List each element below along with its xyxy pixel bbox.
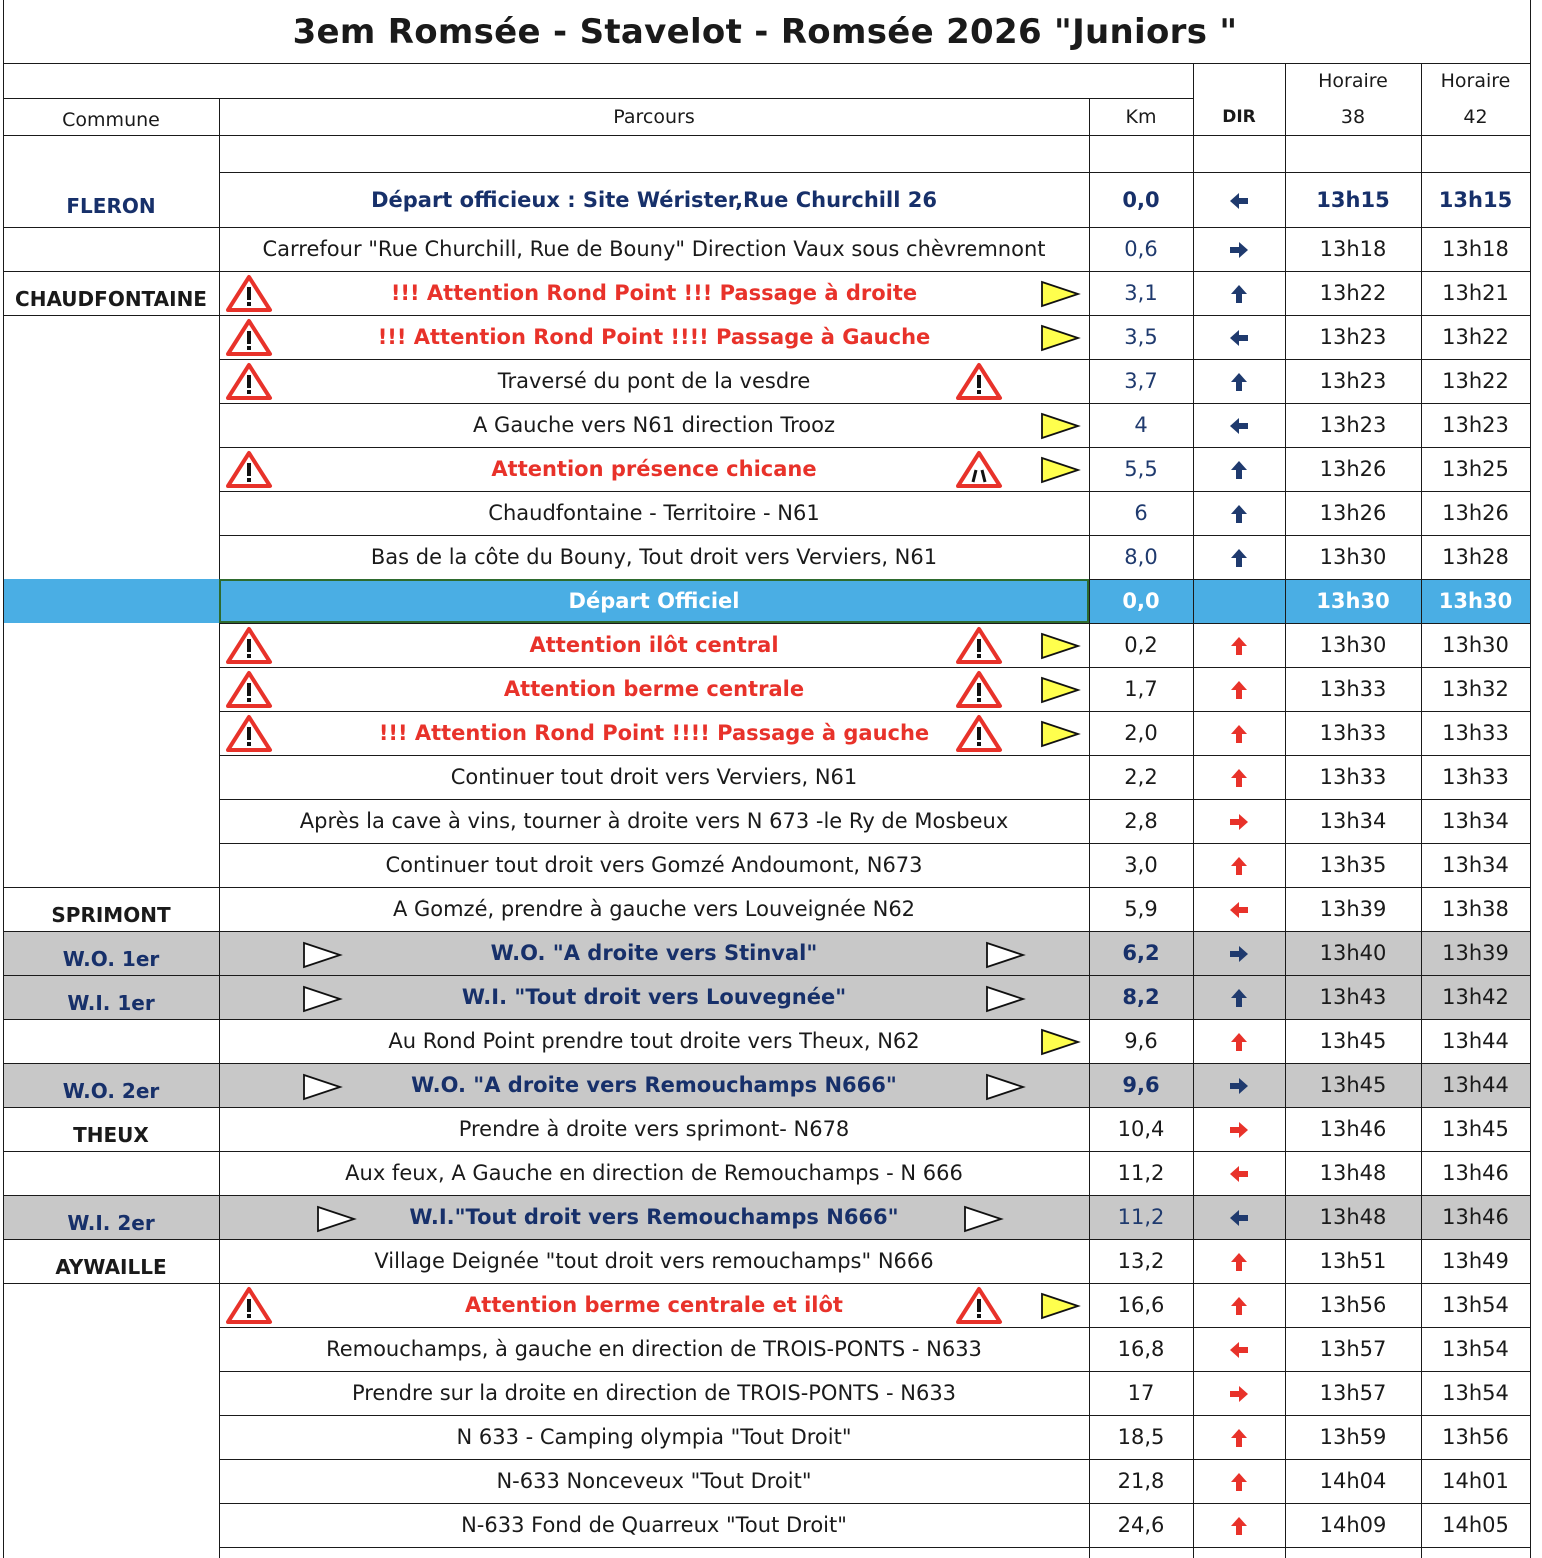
route-instruction: Attention présence chicane [491, 457, 817, 481]
km-value: 0,6 [1124, 237, 1158, 261]
time-horaire-38: 13h51 [1319, 1249, 1387, 1273]
warning-triangle-icon [225, 1285, 273, 1325]
commune-label: THEUX [73, 1123, 149, 1147]
arrow-right-icon [1228, 1075, 1250, 1097]
arrow-left-icon [1228, 899, 1250, 921]
arrow-left-icon [1228, 1163, 1250, 1185]
route-instruction: W.O. "A droite vers Remouchamps N666" [411, 1073, 897, 1097]
time-horaire-42: 13h54 [1442, 1293, 1509, 1317]
arrow-up-icon [1228, 635, 1250, 657]
column-header-commune: Commune [62, 108, 160, 131]
sheet-title: 3em Romsée - Stavelot - Romsée 2026 "Juniors " [292, 11, 1238, 52]
route-instruction: !!! Attention Rond Point !!! Passage à droite [390, 281, 918, 305]
km-value: 16,6 [1117, 1293, 1165, 1317]
route-instruction: Remouchamps, à gauche en direction de TROIS-PONTS - N633 [326, 1337, 982, 1361]
route-instruction: Au Rond Point prendre tout droite vers Theux, N62 [388, 1029, 920, 1053]
arrow-up-icon [1228, 767, 1250, 789]
route-instruction: A Gauche vers N61 direction Trooz [473, 413, 835, 437]
grid-line [3, 0, 4, 1558]
route-instruction: A Gomzé, prendre à gauche vers Louveignée N62 [392, 897, 916, 921]
route-instruction: Traversé du pont de la vesdre [497, 369, 811, 393]
column-header-horaire-42-value: 42 [1463, 105, 1488, 128]
time-horaire-42: 13h22 [1442, 369, 1509, 393]
time-horaire-38: 13h43 [1319, 985, 1387, 1009]
km-value: 0,0 [1122, 187, 1160, 212]
commune-label: W.O. 2er [62, 1079, 160, 1103]
arrow-right-icon [1228, 943, 1250, 965]
zone-flag-right-icon [984, 984, 1026, 1014]
zone-flag-left-icon [301, 1072, 343, 1102]
column-header-dir: DIR [1222, 106, 1256, 127]
time-horaire-42: 13h46 [1442, 1205, 1509, 1229]
time-horaire-42: 14h05 [1442, 1513, 1509, 1537]
commune-label: CHAUDFONTAINE [15, 287, 207, 311]
column-header-horaire-38-label: Horaire [1318, 69, 1388, 92]
time-horaire-42: 13h49 [1442, 1249, 1509, 1273]
commune-label: W.I. 1er [67, 991, 155, 1015]
route-instruction: Continuer tout droit vers Verviers, N61 [450, 765, 858, 789]
km-value: 13,2 [1117, 1249, 1165, 1273]
arrow-up-icon [1228, 1031, 1250, 1053]
time-horaire-42: 13h32 [1442, 677, 1509, 701]
time-horaire-42: 14h01 [1442, 1469, 1509, 1493]
time-horaire-42: 13h54 [1442, 1381, 1509, 1405]
warning-triangle-icon [225, 625, 273, 665]
time-horaire-42: 13h44 [1442, 1073, 1509, 1097]
km-value: 9,6 [1124, 1029, 1158, 1053]
arrow-left-icon [1228, 1207, 1250, 1229]
column-header-horaire-38-value: 38 [1340, 105, 1366, 128]
km-value: 5,9 [1124, 897, 1158, 921]
arrow-up-icon [1228, 1471, 1250, 1493]
arrow-up-icon [1228, 987, 1250, 1009]
zone-flag-right-icon [984, 940, 1026, 970]
km-value: 18,5 [1117, 1425, 1165, 1449]
caution-flag-icon [1039, 279, 1081, 309]
time-horaire-38: 13h23 [1319, 413, 1387, 437]
arrow-up-icon [1228, 1515, 1250, 1537]
time-horaire-38: 13h33 [1319, 677, 1387, 701]
route-instruction: Départ Officiel [568, 589, 740, 613]
arrow-up-icon [1228, 1295, 1250, 1317]
km-value: 2,0 [1124, 721, 1158, 745]
km-value: 2,2 [1124, 765, 1158, 789]
warning-triangle-icon [225, 449, 273, 489]
route-instruction: N-633 Fond de Quarreux "Tout Droit" [461, 1513, 847, 1537]
route-instruction: N-633 Nonceveux "Tout Droit" [496, 1469, 812, 1493]
km-value: 6 [1134, 501, 1148, 525]
commune-label: W.I. 2er [67, 1211, 155, 1235]
arrow-up-icon [1228, 1427, 1250, 1449]
arrow-up-icon [1228, 283, 1250, 305]
route-instruction: Aux feux, A Gauche en direction de Remouchamps - N 666 [345, 1161, 963, 1185]
caution-flag-icon [1039, 455, 1081, 485]
time-horaire-42: 13h30 [1442, 633, 1509, 657]
route-instruction: Prendre sur la droite en direction de TROIS-PONTS - N633 [351, 1381, 957, 1405]
warning-triangle-icon [225, 713, 273, 753]
time-horaire-38: 14h09 [1319, 1513, 1387, 1537]
time-horaire-42: 13h28 [1442, 545, 1509, 569]
time-horaire-38: 13h46 [1319, 1117, 1387, 1141]
grid-line [1530, 0, 1531, 1558]
km-value: 4 [1134, 413, 1148, 437]
time-horaire-42: 13h30 [1438, 589, 1513, 613]
time-horaire-38: 13h59 [1319, 1425, 1387, 1449]
warning-triangle-icon [955, 713, 1003, 753]
km-value: 16,8 [1117, 1337, 1165, 1361]
arrow-right-icon [1228, 239, 1250, 261]
commune-label: AYWAILLE [55, 1255, 167, 1279]
arrow-left-icon [1228, 190, 1250, 212]
time-horaire-38: 13h57 [1319, 1337, 1387, 1361]
route-instruction: Départ officieux : Site Wérister,Rue Churchill 26 [371, 187, 937, 212]
time-horaire-38: 13h30 [1316, 589, 1390, 613]
km-value: 3,0 [1124, 853, 1158, 877]
grid-line [219, 1547, 1530, 1548]
time-horaire-38: 13h18 [1319, 237, 1387, 261]
arrow-up-icon [1228, 547, 1250, 569]
warning-triangle-icon [225, 669, 273, 709]
commune-label: SPRIMONT [51, 903, 171, 927]
grid-line [1193, 63, 1194, 1558]
time-horaire-42: 13h54 [1442, 1337, 1509, 1361]
km-value: 1,7 [1124, 677, 1158, 701]
arrow-up-icon [1228, 679, 1250, 701]
time-horaire-38: 13h40 [1319, 941, 1387, 965]
time-horaire-38: 13h33 [1319, 721, 1387, 745]
time-horaire-38: 13h34 [1319, 809, 1387, 833]
arrow-up-icon [1228, 723, 1250, 745]
km-value: 5,5 [1124, 457, 1158, 481]
route-instruction: !!! Attention Rond Point !!!! Passage à Gauche [377, 325, 931, 349]
route-instruction: Prendre à droite vers sprimont- N678 [458, 1117, 850, 1141]
warning-triangle-icon [955, 1285, 1003, 1325]
caution-flag-icon [1039, 631, 1081, 661]
warning-triangle-icon [955, 361, 1003, 401]
route-instruction: N 633 - Camping olympia "Tout Droit" [456, 1425, 852, 1449]
arrow-up-icon [1228, 1251, 1250, 1273]
time-horaire-42: 13h21 [1442, 281, 1509, 305]
time-horaire-42: 13h45 [1442, 1117, 1509, 1141]
time-horaire-42: 13h25 [1442, 457, 1509, 481]
km-value: 3,7 [1124, 369, 1158, 393]
km-value: 0,2 [1124, 633, 1158, 657]
km-value: 8,2 [1122, 985, 1160, 1009]
time-horaire-38: 14h04 [1319, 1469, 1387, 1493]
time-horaire-38: 13h56 [1319, 1293, 1387, 1317]
route-instruction: Attention ilôt central [529, 633, 779, 657]
arrow-left-icon [1228, 415, 1250, 437]
km-value: 17 [1127, 1381, 1155, 1405]
warning-triangle-icon [225, 273, 273, 313]
km-value: 8,0 [1124, 545, 1158, 569]
time-horaire-42: 13h46 [1442, 1161, 1509, 1185]
time-horaire-42: 13h23 [1442, 413, 1509, 437]
time-horaire-38: 13h22 [1319, 281, 1387, 305]
time-horaire-42: 13h44 [1442, 1029, 1509, 1053]
time-horaire-38: 13h26 [1319, 501, 1387, 525]
route-instruction: W.I. "Tout droit vers Louvegnée" [461, 985, 847, 1009]
caution-flag-icon [1039, 675, 1081, 705]
column-header-horaire-42-label: Horaire [1440, 69, 1511, 92]
route-instruction: W.I."Tout droit vers Remouchamps N666" [409, 1205, 899, 1229]
route-instruction: !!! Attention Rond Point !!!! Passage à gauche [378, 721, 930, 745]
km-value: 11,2 [1117, 1161, 1165, 1185]
warning-triangle-icon [955, 669, 1003, 709]
km-value: 24,6 [1117, 1513, 1165, 1537]
time-horaire-38: 13h26 [1319, 457, 1387, 481]
route-instruction: Bas de la côte du Bouny, Tout droit vers Verviers, N61 [370, 545, 938, 569]
time-horaire-38: 13h23 [1319, 369, 1387, 393]
time-horaire-38: 13h48 [1319, 1205, 1387, 1229]
time-horaire-42: 13h38 [1442, 897, 1509, 921]
time-horaire-42: 13h42 [1442, 985, 1509, 1009]
caution-flag-icon [1039, 323, 1081, 353]
route-instruction: Carrefour "Rue Churchill, Rue de Bouny" Direction Vaux sous chèvremnont [262, 237, 1046, 261]
commune-label: W.O. 1er [62, 947, 160, 971]
grid-line [3, 135, 1530, 136]
warning-triangle-icon [955, 625, 1003, 665]
caution-flag-icon [1039, 1027, 1081, 1057]
arrow-up-icon [1228, 503, 1250, 525]
caution-flag-icon [1039, 719, 1081, 749]
time-horaire-38: 13h48 [1319, 1161, 1387, 1185]
km-value: 9,6 [1122, 1073, 1160, 1097]
km-value: 10,4 [1117, 1117, 1165, 1141]
arrow-up-icon [1228, 371, 1250, 393]
km-value: 3,5 [1124, 325, 1158, 349]
warning-triangle-icon [225, 317, 273, 357]
route-instruction: Continuer tout droit vers Gomzé Andoumont, N673 [385, 853, 923, 877]
commune-label: FLERON [66, 193, 156, 218]
km-value: 6,2 [1122, 941, 1160, 965]
route-instruction: Après la cave à vins, tourner à droite vers N 673 -le Ry de Mosbeux [299, 809, 1009, 833]
time-horaire-38: 13h15 [1316, 187, 1390, 212]
km-value: 21,8 [1117, 1469, 1165, 1493]
warning-triangle-icon [225, 361, 273, 401]
arrow-right-icon [1228, 811, 1250, 833]
route-instruction: Attention berme centrale et ilôt [465, 1293, 843, 1317]
time-horaire-38: 13h45 [1319, 1073, 1387, 1097]
time-horaire-42: 13h15 [1438, 187, 1513, 212]
time-horaire-38: 13h23 [1319, 325, 1387, 349]
zone-flag-left-icon [301, 984, 343, 1014]
zone-flag-right-icon [984, 1072, 1026, 1102]
time-horaire-42: 13h18 [1442, 237, 1509, 261]
time-horaire-42: 13h34 [1442, 809, 1509, 833]
time-horaire-42: 13h26 [1442, 501, 1509, 525]
time-horaire-38: 13h39 [1319, 897, 1387, 921]
km-value: 11,2 [1117, 1205, 1165, 1229]
time-horaire-42: 13h22 [1442, 325, 1509, 349]
time-horaire-42: 13h39 [1442, 941, 1509, 965]
time-horaire-42: 13h33 [1442, 721, 1509, 745]
km-value: 2,8 [1124, 809, 1158, 833]
zone-flag-left-icon [315, 1204, 357, 1234]
arrow-right-icon [1228, 1383, 1250, 1405]
time-horaire-38: 13h30 [1319, 633, 1387, 657]
time-horaire-42: 13h33 [1442, 765, 1509, 789]
route-instruction: Attention berme centrale [503, 677, 805, 701]
route-instruction: W.O. "A droite vers Stinval" [490, 941, 818, 965]
time-horaire-42: 13h56 [1442, 1425, 1509, 1449]
selected-cell-outline[interactable] [219, 579, 1089, 623]
km-value: 3,1 [1124, 281, 1158, 305]
arrow-right-icon [1228, 1119, 1250, 1141]
arrow-up-icon [1228, 459, 1250, 481]
arrow-left-icon [1228, 1339, 1250, 1361]
route-instruction: Chaudfontaine - Territoire - N61 [488, 501, 820, 525]
time-horaire-38: 13h35 [1319, 853, 1387, 877]
column-header-parcours: Parcours [613, 105, 695, 128]
time-horaire-38: 13h30 [1319, 545, 1387, 569]
time-horaire-38: 13h33 [1319, 765, 1387, 789]
km-value: 0,0 [1122, 589, 1160, 613]
arrow-left-icon [1228, 327, 1250, 349]
time-horaire-38: 13h57 [1319, 1381, 1387, 1405]
caution-flag-icon [1039, 1291, 1081, 1321]
time-horaire-38: 13h45 [1319, 1029, 1387, 1053]
route-instruction: Village Deignée "tout droit vers remouchamps" N666 [374, 1249, 934, 1273]
zone-flag-right-icon [962, 1204, 1004, 1234]
column-header-km: Km [1125, 105, 1157, 128]
road-narrows-warning-icon [955, 449, 1003, 489]
time-horaire-42: 13h34 [1442, 853, 1509, 877]
caution-flag-icon [1039, 411, 1081, 441]
zone-flag-left-icon [301, 940, 343, 970]
arrow-up-icon [1228, 855, 1250, 877]
